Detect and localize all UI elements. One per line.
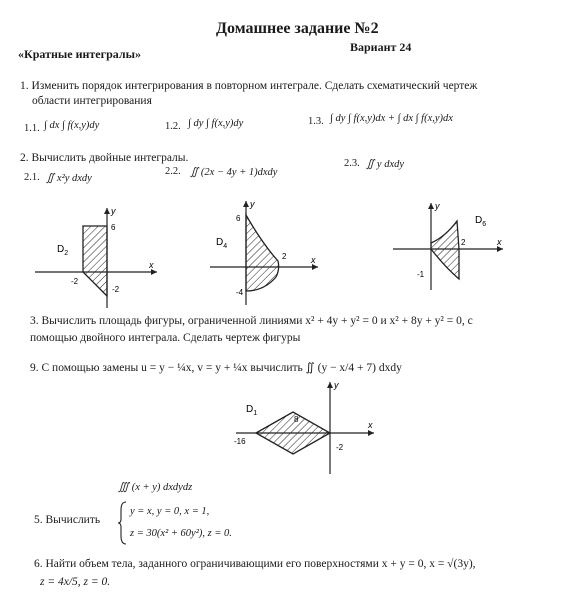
- x-axis-label: x: [311, 255, 316, 265]
- x-tick-left: -16: [234, 437, 246, 446]
- y-tick-bottom: -4: [236, 288, 244, 297]
- region-label: $D_1$: [246, 404, 258, 417]
- page-title: Домашнее задание №2: [216, 20, 379, 37]
- task2-item2-label: 2.2.: [165, 166, 181, 177]
- region-d1: [256, 412, 330, 454]
- task1-text-line2: области интегрирования: [32, 95, 152, 107]
- graph-d4: [200, 195, 330, 310]
- task2-item2-expr: ∬ (2x − 4y + 1)dxdy: [190, 167, 278, 178]
- graph-d6: [385, 195, 515, 295]
- y-axis-label: y: [111, 206, 116, 216]
- task6-text-line1: 6. Найти объем тела, заданного ограничивающими его поверхностями x + y = 0, x = √(3y),: [34, 558, 476, 570]
- x-axis-label: x: [149, 260, 154, 270]
- x-tick-right: 2: [461, 238, 466, 247]
- y-axis-arrow: [428, 203, 434, 209]
- task2-item3-expr: ∬ y dxdy: [366, 159, 405, 170]
- task5-conditions-line2: z = 30(x² + 60y²), z = 0.: [130, 528, 232, 539]
- region-d4: [246, 215, 279, 291]
- x-axis-label: x: [497, 237, 502, 247]
- task1-item2-expr: ∫ dy ∫ f(x,y)dy: [188, 118, 244, 129]
- task1-item2-label: 1.2.: [165, 121, 181, 132]
- task2-text: 2. Вычислить двойные интегралы.: [20, 152, 189, 164]
- variant-label: Вариант 24: [350, 40, 412, 54]
- x-tick-right: 2: [282, 252, 287, 261]
- y-axis-arrow: [327, 382, 333, 388]
- task5-integral: ∭ (x + y) dxdydz: [118, 482, 193, 493]
- task9-text: 9. С помощью замены u = y − ¼x, v = y + ¼x вычислить ∬ (y − x/4 + 7) dxdy: [30, 362, 402, 374]
- y-axis-arrow: [104, 208, 110, 214]
- x-axis-arrow: [368, 430, 374, 436]
- system-brace-icon: [118, 500, 128, 546]
- point-label: 8: [294, 415, 299, 424]
- y-axis-label: y: [435, 201, 440, 211]
- task2-item1-expr: ∬ x²y dxdy: [46, 173, 92, 184]
- task1-text-line1: 1. Изменить порядок интегрирования в повторном интеграле. Сделать схематический чертеж: [20, 80, 478, 92]
- y-tick-bottom: -2: [336, 443, 344, 452]
- task5-conditions-line1: y = x, y = 0, x = 1,: [130, 506, 210, 517]
- graph-d2: [25, 200, 165, 315]
- y-axis-label: y: [334, 380, 339, 390]
- topic-label: «Кратные интегралы»: [18, 47, 141, 61]
- task2-item1-label: 2.1.: [24, 172, 40, 183]
- graph-d1: [232, 378, 382, 478]
- task1-item3-expr: ∫ dy ∫ f(x,y)dx + ∫ dx ∫ f(x,y)dx: [330, 113, 453, 124]
- y-tick-top: 6: [236, 214, 241, 223]
- y-tick-top: 6: [111, 223, 116, 232]
- task6-text-line2: z = 4x/5, z = 0.: [40, 576, 111, 588]
- task5-label: 5. Вычислить: [34, 514, 101, 526]
- region-d2: [83, 226, 107, 296]
- y-axis-arrow: [243, 201, 249, 207]
- task1-item3-label: 1.3.: [308, 116, 324, 127]
- y-tick-bottom: -1: [417, 270, 425, 279]
- y-tick-bottom: -2: [112, 285, 120, 294]
- region-label: $D_4$: [216, 237, 228, 250]
- region-d6: [431, 221, 459, 279]
- region-label: $D_2$: [57, 244, 69, 257]
- task2-item3-label: 2.3.: [344, 158, 360, 169]
- x-axis-label: x: [368, 420, 373, 430]
- task3-text-line1: 3. Вычислить площадь фигуры, ограниченной линиями x² + 4y + y² = 0 и x² + 8y + y² = 0, с: [30, 315, 473, 327]
- y-axis-label: y: [250, 199, 255, 209]
- region-label: $D_6$: [475, 215, 487, 228]
- task3-text-line2: помощью двойного интеграла. Сделать чертеж фигуры: [30, 332, 301, 344]
- task1-item1-expr: ∫ dx ∫ f(x,y)dy: [44, 120, 100, 131]
- task1-item1-label: 1.1.: [24, 123, 40, 134]
- x-tick-left: -2: [71, 277, 79, 286]
